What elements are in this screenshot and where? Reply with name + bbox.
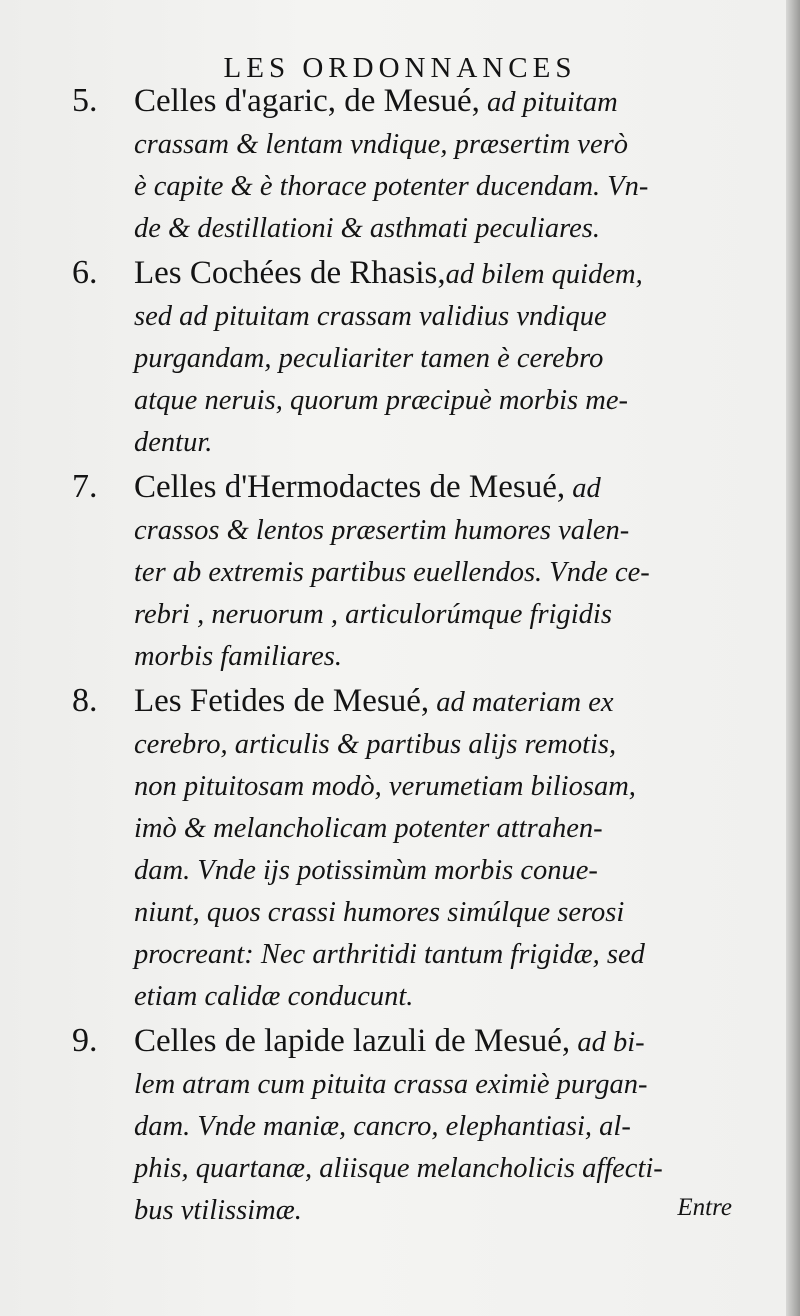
entry-text-line: bus vtilissimæ. (134, 1195, 302, 1226)
running-head: LES ORDONNANCES (223, 52, 577, 84)
entry-number: 7. (72, 468, 98, 505)
entry-text-line: ter ab extremis partibus euellendos. Vnde ce- (134, 557, 650, 588)
entry-text-line: è capite & è thorace potenter ducendam. Vn- (134, 171, 649, 202)
entry-latin-start: ad pituitam (479, 87, 618, 118)
entry-8 (72, 680, 740, 1018)
entry-heading: Les Cochées de Rhasis, (134, 255, 446, 291)
entry-first-line (72, 252, 740, 296)
entry-list (72, 80, 740, 1234)
entry-5 (72, 80, 740, 250)
entry-heading: Celles de lapide lazuli de Mesué, (134, 1023, 571, 1059)
entry-number: 6. (72, 254, 98, 291)
entry-text-line: dam. Vnde maniæ, cancro, elephantiasi, al- (134, 1111, 631, 1142)
entry-latin-start: ad bi- (570, 1027, 645, 1058)
entry-heading: Les Fetides de Mesué, (134, 683, 430, 719)
entry-first-line (72, 80, 740, 124)
entry-number: 8. (72, 682, 98, 719)
entry-9 (72, 1020, 740, 1232)
entry-text-line: atque neruis, quorum præcipuè morbis me- (134, 385, 628, 416)
catchword: Entre (677, 1194, 732, 1221)
entry-text-line: dam. Vnde ijs potissimùm morbis conue- (134, 855, 598, 886)
entry-6 (72, 252, 740, 464)
entry-text-line: sed ad pituitam crassam validius vndique (134, 301, 607, 332)
entry-7 (72, 466, 740, 678)
entry-first-line (72, 1020, 740, 1064)
entry-heading: Celles d'Hermodactes de Mesué, (134, 469, 566, 505)
entry-number: 5. (72, 82, 98, 119)
entry-number: 9. (72, 1022, 98, 1059)
entry-text-line: etiam calidæ conducunt. (134, 981, 414, 1012)
entry-text-line: cerebro, articulis & partibus alijs remotis, (134, 729, 617, 760)
entry-latin-start: ad bilem quidem, (445, 259, 643, 290)
entry-text-line: crassam & lentam vndique, præsertim verò (134, 129, 628, 160)
entry-text-line: non pituitosam modò, verumetiam biliosam, (134, 771, 636, 802)
entry-first-line (72, 680, 740, 724)
entry-text-line: imò & melancholicam potenter attrahen- (134, 813, 603, 844)
entry-text-line: morbis familiares. (134, 641, 342, 672)
entry-text-line: purgandam, peculiariter tamen è cerebro (134, 343, 604, 374)
entry-text-line: lem atram cum pituita crassa eximiè purgan- (134, 1069, 648, 1100)
entry-latin-start: ad (565, 473, 601, 504)
entry-text-line: de & destillationi & asthmati peculiares. (134, 213, 600, 244)
entry-text-line: rebri , neruorum , articulorúmque frigidis (134, 599, 612, 630)
page-edge (786, 0, 800, 1316)
entry-text-line: crassos & lentos præsertim humores valen- (134, 515, 630, 546)
entry-latin-start: ad materiam ex (429, 687, 614, 718)
entry-text-line: dentur. (134, 427, 213, 458)
entry-heading: Celles d'agaric, de Mesué, (134, 83, 480, 119)
entry-text-line: niunt, quos crassi humores simúlque serosi (134, 897, 625, 928)
entry-text-line: procreant: Nec arthritidi tantum frigidæ, sed (134, 939, 645, 970)
entry-first-line (72, 466, 740, 510)
entry-text-line: phis, quartanæ, aliisque melancholicis affecti- (134, 1153, 663, 1184)
